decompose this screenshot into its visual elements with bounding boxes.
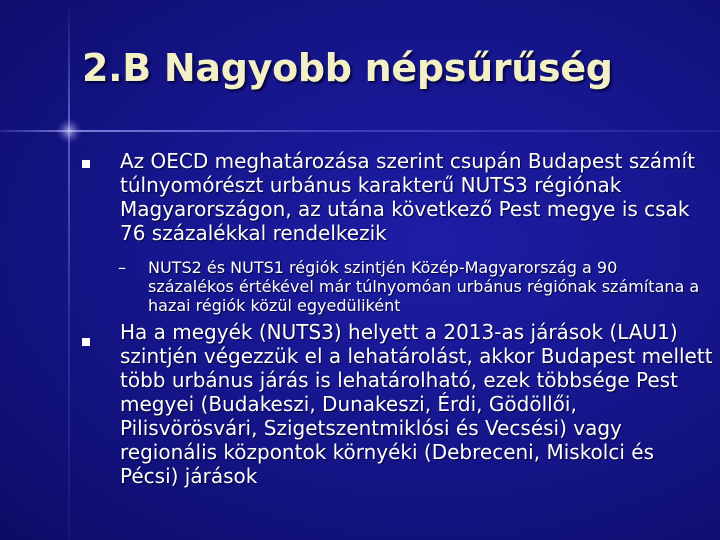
sub-bullet-text: NUTS2 és NUTS1 régiók szintjén Közép-Magyarország a 90 százalékos értékével már túlnyomóan urbánus régiónak számítana a hazai régiók közül egyedüliként — [148, 258, 700, 315]
decorative-vertical-line — [68, 0, 70, 540]
sub-bullet-dash: – — [118, 258, 126, 277]
bullet-square-icon — [82, 338, 90, 346]
bullet-text-2: Ha a megyék (NUTS3) helyett a 2013-as járások (LAU1) szintjén végezzük el a lehatárolást, akkor Budapest mellett több urbánus járás is lehatárolható, ezek többsége Pest megyei (Budakeszi, Dunakeszi, Érdi, Gödöllői, Pilisvörösvári, Szigetszentmiklósi és Vecsési) vagy regionális központok környéki (Debreceni, Miskolci és Pécsi) járások — [120, 320, 713, 488]
bullet-square-icon — [82, 160, 90, 168]
slide-title: 2.B Nagyobb népsűrűség — [82, 46, 613, 90]
bullet-text-1: Az OECD meghatározása szerint csupán Budapest számít túlnyomórészt urbánus karakterű NUTS3 régiónak Magyarországon, az utána következő Pest megye is csak 76 százalékkal rendelkezik — [120, 149, 695, 245]
decorative-horizontal-line — [0, 130, 720, 132]
decorative-cross-glow — [56, 118, 82, 144]
